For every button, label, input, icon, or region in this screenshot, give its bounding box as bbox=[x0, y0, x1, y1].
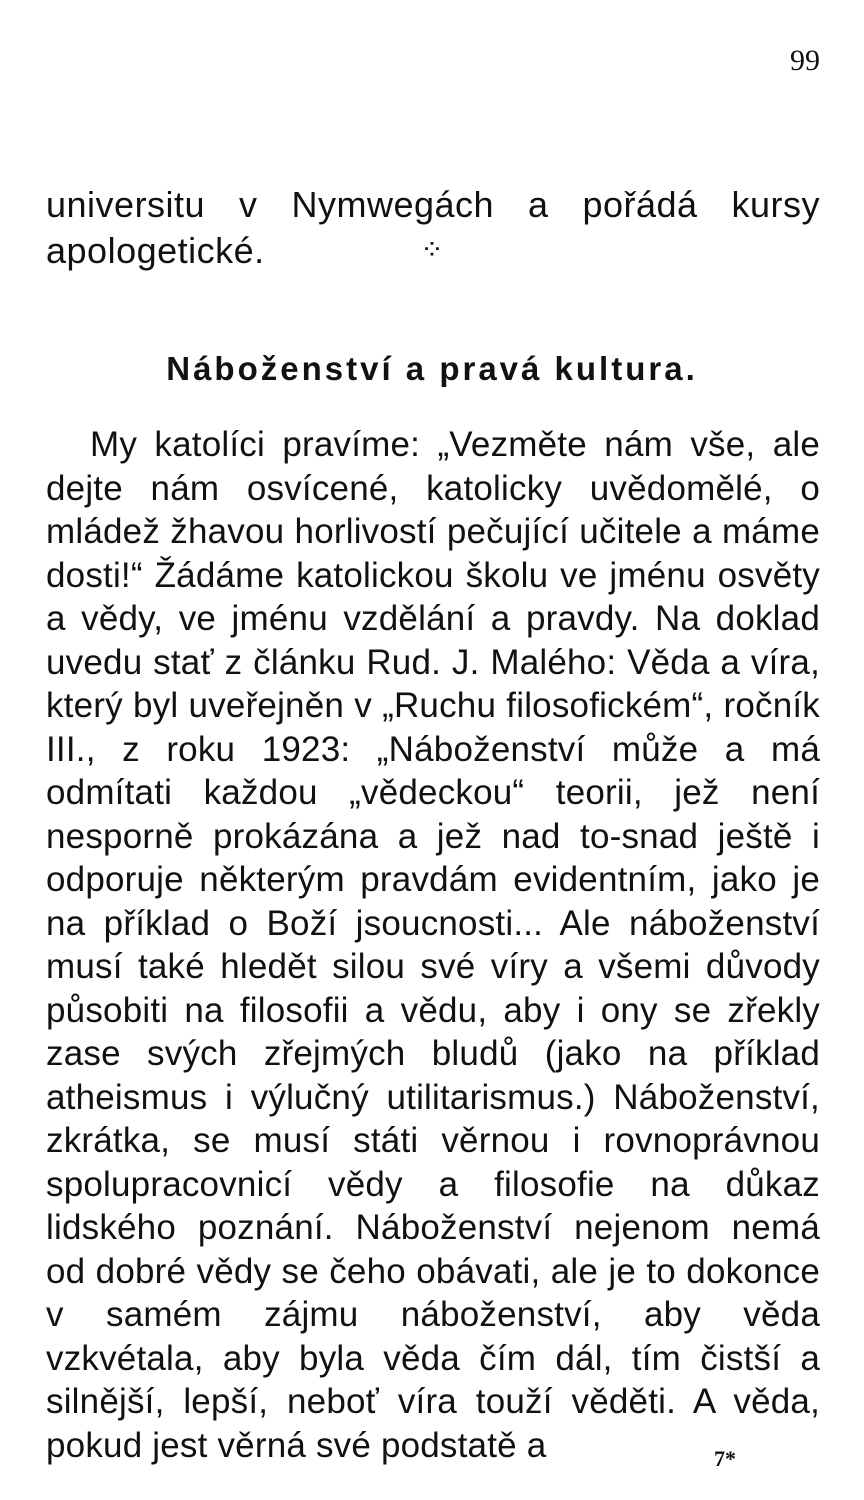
ornament-divider: ⁘ bbox=[420, 233, 444, 266]
page-number: 99 bbox=[790, 44, 820, 77]
section-title: Náboženství a pravá kultura. bbox=[166, 350, 698, 388]
intro-paragraph: universitu v Nymwegách a pořádá kursy apologetické. bbox=[46, 184, 820, 271]
body-paragraph: My katolíci pravíme: „Vezměte nám vše, ale dejte nám osvícené, katolicky uvědomělé, o mládež žhavou horlivostí pečující učitele a máme dosti!“ Žádáme katolickou školu ve jménu osvěty a vědy, ve jménu vzdělání a pravdy. Na doklad uvedu stať z článku Rud. J. Malého: Věda a víra, který byl uveřejněn v „Ruchu filosofickém“, ročník III., z roku 1923: „Náboženství může a má odmítati každou „vědeckou“ teorii, jež není nesporně prokázána a jež nad to-snad ještě i odporuje některým pravdám evidentním, jako je na příklad o Boží jsoucnosti... Ale náboženství musí také hledět silou své víry a všemi důvody působiti na filosofii a vědu, aby i ony se zřekly zase svých zřejmých bludů (jako na příklad atheismus i výlučný utilitarismus.) Náboženství, zkrátka, se musí státi věrnou i rovnoprávnou spolupracovnicí vědy a filosofie na důkaz lidského poznání. Náboženství nejenom nemá od dobré vědy se čeho obávati, ale je to dokonce v samém zájmu náboženství, aby věda vzkvétala, aby byla věda čím dál, tím čistší a silnější, lepší, neboť víra touží věděti. A věda, pokud jest věrná své podstatě a bbox=[46, 425, 820, 1465]
signature-mark: 7* bbox=[714, 1446, 736, 1471]
